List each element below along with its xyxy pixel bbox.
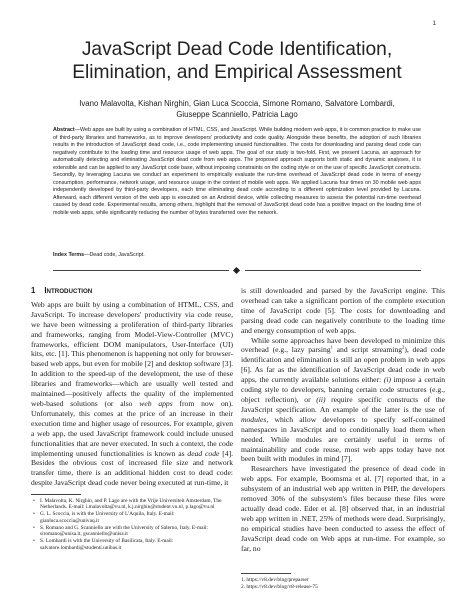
- intro-italic-dead-code: dead code: [187, 448, 220, 458]
- intro-italic-web-apps: web apps: [139, 398, 173, 408]
- p2-text-b: and script streaming: [332, 345, 403, 355]
- abstract: [53, 127, 421, 218]
- footnotes: [241, 573, 445, 591]
- affiliation-item: • S. Romano and G. Scanniello are with the University of Salerno, Italy. E-mail: siromano@unisa.it, gscanniello@unisa.it: [31, 525, 233, 538]
- author-line-1: Ivano Malavolta, Kishan Nirghin, Gian Luca Scoccia, Simone Romano, Salvatore Lombardi,: [79, 99, 395, 108]
- intro-text-a: Web apps are built by using a combination of HTML, CSS, and JavaScript. To increase developers' productivity via code reuse, we have been witnessing a proliferation of third-party libraries and frameworks, ranging from Model-View-Controller (MVC) frameworks, efficient DOM manipulators, User-Interface (UI) kits, etc. [1]. This phenomenon is happening not only for browser-based web apps, but even for mobile [2] and desktop software [3]. In addition to the speed-up of the development, the use of these libraries and frameworks—which are usually well tested and maintained—positively affects the quality of the implemented web-based solutions (or also: [31, 299, 233, 408]
- paper-title: JavaScript Dead Code Identification, Elimination, and Empirical Assessment: [72, 39, 402, 83]
- p2-italic-ii: (ii): [316, 394, 326, 404]
- section-number: 1: [31, 286, 36, 295]
- p2-text-a: While some approaches have been developed to minimize this overhead (e.g., lazy parsing: [241, 335, 445, 355]
- footnote-ref-1: 1: [330, 344, 333, 350]
- affiliation-list: [31, 498, 233, 552]
- intro-text-b: from now on). Unfortunately, this comes at the price of an increase in their execution time and higher usage of resources. For example, given a web app, the used JavaScript framework could include unused functionalities that are never executed. In such a context, the code implementing unused functionalities is known as: [31, 398, 233, 458]
- intro-paragraph-1: [31, 300, 233, 488]
- affiliation-item: • G. L. Scoccia, is with the University of L'Aquila, Italy. E-mail: gianluca.scoccia@univaq.it: [31, 511, 233, 524]
- diamond-icon: [233, 266, 240, 273]
- right-paragraph-1: is still downloaded and parsed by the JavaScript engine. This overhead can take a significant portion of the complete execution time of JavaScript code [5]. The costs for downloading and parsing dead code can negatively contribute to the loading time and energy consumption of web apps.: [241, 286, 445, 335]
- p2-italic-modules: modules: [241, 414, 267, 424]
- p2-text-d: impose a certain coding style to developers, banning certain code structures (e.g., object reflection), or: [241, 375, 445, 404]
- footnote-1: 1. https://v8.dev/blog/preparser: [241, 576, 309, 583]
- section-heading: [31, 286, 233, 297]
- affiliation-item: • S. Lombardi is with the University of Basilicata, Italy. E-mail: salvatore.lombardi@studenti.unibas.it: [31, 538, 233, 551]
- affiliation-item: • I. Malavolta, K. Nirghin, and P. Lago are with the Vrije Universiteit Amsterdam, The Netherlands. E-mail: i.malavolta@vu.nl, k.j.nirghin@student.vu.nl, p.lago@vu.nl: [31, 498, 233, 511]
- right-paragraph-2: [241, 336, 445, 465]
- separator-rule-right: [245, 270, 421, 271]
- p2-italic-i: (i): [383, 375, 391, 385]
- right-paragraph-3: Researchers have investigated the presence of dead code in web apps. For example, Boomsma et al. [7] reported that, in a subsystem of an industrial web app written in PHP, the developers removed 30% of the subsystem's files because these files were actually dead code. Eder et al. [8] observed that, in an industrial web app written in .NET, 25% of methods were dead. Surprisingly, no empirical studies have been conducted to assess the effect of JavaScript dead code on Web apps at run-time. For example, so far, no: [241, 464, 445, 553]
- footnote-rule: [241, 573, 291, 574]
- p2-text-f: , which allow developers to specify self-contained namespaces in JavaScript and to conditionally load them when needed. While modules are certainly useful in terms of maintainability and code reuse, most web apps today have not been built with modules in mind [7].: [241, 414, 445, 464]
- section-separator: [53, 267, 421, 273]
- section-title-initial: I: [44, 286, 47, 295]
- index-terms-label: Index Terms: [53, 252, 85, 258]
- footnote-2: 2. https://v8.dev/blog/v8-release-75: [241, 583, 318, 590]
- author-list: [30, 98, 444, 120]
- abstract-text: —Web apps are built by using a combination of HTML, CSS, and JavaScript. While building modern web apps, it is common practice to make use of third-party libraries and frameworks, as to improve developers' productivity and code quality. Alongside these benefits, the adoption of such libraries results in the introduction of JavaScript dead code, i.e., code implementing unused functionalities. The costs for downloading and parsing dead code can negatively contribute to the loading time and resource usage of web apps. The goal of our study is two-fold. First, we present Lacuna, an approach for automatically detecting and eliminating JavaScript dead code from web apps. The proposed approach supports both static and dynamic analyses, it is extensible and can be applied to any JavaScript code base, without imposing constraints on the coding style or on the use of specific JavaScript constructs. Secondly, by leveraging Lacuna we conduct an experiment to empirically evaluate the run-time overhead of JavaScript dead code in terms of energy consumption, performance, network usage, and resource usage in the context of mobile web apps. We applied Lacuna four times on 30 mobile web apps independently developed by third-party developers, each time eliminating dead code according to a different optimization level provided by Lacuna. Afterward, each different version of the web app is executed on an Android device, while collecting measures to assess the potential run-time overhead caused by dead code. Experimental results, among others, highlight that the removal of JavaScript dead code has a positive impact on the loading time of mobile web apps, while significantly reducing the number of bytes transferred over the network.: [53, 127, 421, 217]
- footnote-ref-2: 2: [402, 344, 405, 350]
- index-terms-text: —Dead code, JavaScript.: [84, 252, 145, 258]
- p2-text-e: require specific constructs of the JavaScript specification. An example of the latter is the use of: [241, 394, 445, 414]
- author-line-2: Giuseppe Scanniello, Patricia Lago: [176, 110, 298, 119]
- right-column: [241, 286, 445, 553]
- intro-text-c: [4]. Besides the obvious cost of increased file size and network transfer time, there is an additional hidden cost to dead code: despite JavaScript dead code never being executed at run-time, it: [31, 448, 233, 488]
- separator-rule-left: [53, 270, 229, 271]
- affiliation-rule: [31, 494, 81, 495]
- section-title-rest: NTRODUCTION: [46, 288, 93, 295]
- page-number: 1: [432, 21, 436, 27]
- abstract-label: Abstract: [53, 127, 75, 133]
- p2-text-c: ), dead code identification and elimination is still an open problem in web apps [6]. As far as the identification of JavaScript dead code in web apps, the currently available solutions either:: [241, 345, 445, 385]
- index-terms: [53, 252, 421, 259]
- left-column: [31, 286, 233, 551]
